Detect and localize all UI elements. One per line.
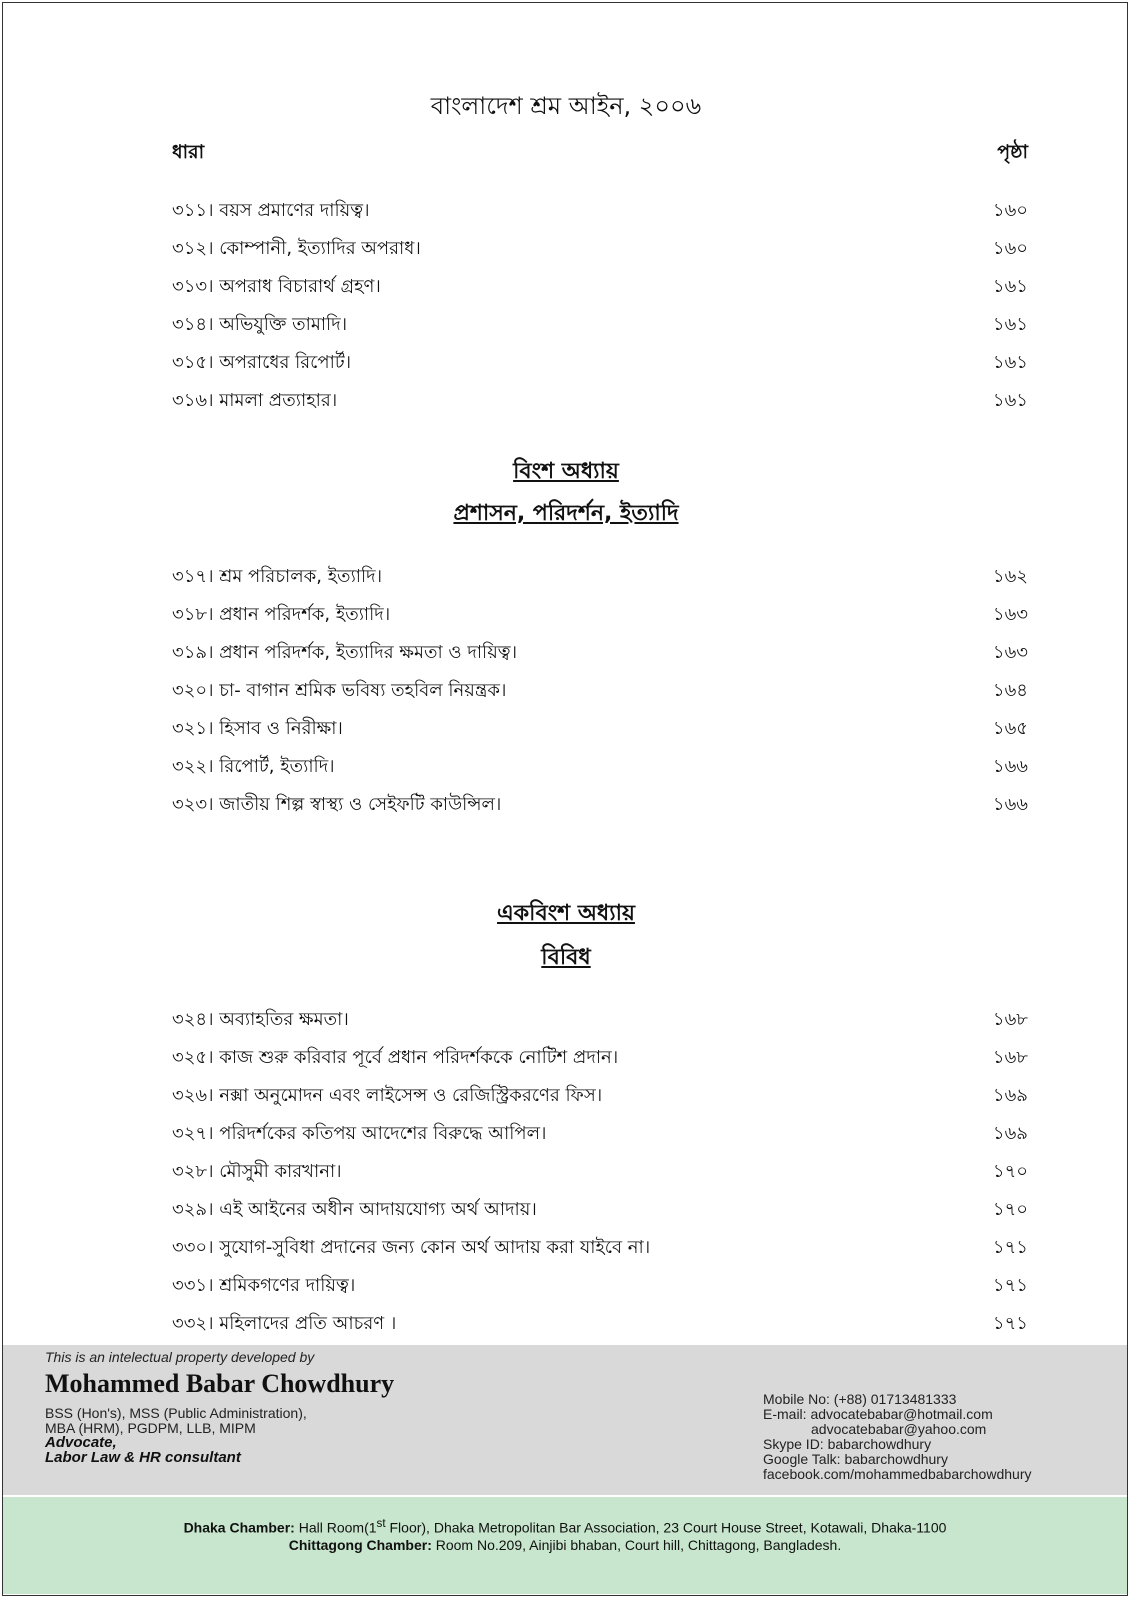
toc-row-page: ১৬১	[992, 352, 1028, 373]
toc-row	[172, 350, 1028, 388]
column-header-section: ধারা	[172, 141, 205, 163]
toc-row-page: ১৬৮	[992, 1009, 1028, 1030]
toc-row-title: ৩২৮। মৌসুমী কারখানা।	[172, 1161, 342, 1182]
toc-row	[172, 678, 1028, 716]
toc-row-page: ১৬১	[992, 390, 1028, 411]
toc-row-title: ৩১৬। মামলা প্রত্যাহার।	[172, 390, 338, 411]
footer-ip-note: This is an intelectual property developed by	[45, 1349, 315, 1365]
footer-role-line-2: Labor Law & HR consultant	[45, 1449, 241, 1466]
toc-row	[172, 1311, 1028, 1349]
chittagong-chamber-address: Room No.209, Ainjibi bhaban, Court hill, Chittagong, Bangladesh.	[435, 1537, 842, 1553]
toc-row-page: ১৬৩	[992, 604, 1028, 625]
toc-row	[172, 274, 1028, 312]
toc-row	[172, 1007, 1028, 1045]
footer-mobile: Mobile No: (+88) 01713481333	[763, 1391, 957, 1407]
toc-row	[172, 198, 1028, 236]
chapter-21-subheading: বিবিধ	[541, 945, 591, 970]
footer-degrees-line-1: BSS (Hon's), MSS (Public Administration),	[45, 1405, 307, 1421]
toc-row-page: ১৭০	[992, 1199, 1028, 1220]
toc-row	[172, 640, 1028, 678]
toc-row-page: ১৬৬	[992, 756, 1028, 777]
toc-row-title: ৩২৬। নক্সা অনুমোদন এবং লাইসেন্স ও রেজিস্ট্রিকরণের ফিস।	[172, 1085, 603, 1106]
toc-row-title: ৩২৩। জাতীয় শিল্প স্বাস্থ্য ও সেইফটি কাউন্সিল।	[172, 794, 502, 815]
toc-row	[172, 1121, 1028, 1159]
footer-chittagong-chamber	[3, 1537, 1127, 1553]
footer-dhaka-chamber	[3, 1517, 1127, 1536]
dhaka-chamber-floor-suffix: st	[376, 1517, 386, 1530]
toc-row-page: ১৬৮	[992, 1047, 1028, 1068]
toc-row-title: ৩১৩। অপরাধ বিচারার্থ গ্রহণ।	[172, 276, 381, 297]
toc-row-title: ৩১৮। প্রধান পরিদর্শক, ইত্যাদি।	[172, 604, 391, 625]
toc-row-title: ৩২০। চা- বাগান শ্রমিক ভবিষ্য তহবিল নিয়ন্ত্রক।	[172, 680, 507, 701]
toc-row	[172, 1235, 1028, 1273]
toc-row-page: ১৬৯	[992, 1085, 1028, 1106]
toc-row-title: ৩২৯। এই আইনের অধীন আদায়যোগ্য অর্থ আদায়।	[172, 1199, 537, 1220]
toc-row	[172, 1045, 1028, 1083]
footer-degrees-line-2: MBA (HRM), PGDPM, LLB, MIPM	[45, 1420, 256, 1436]
toc-row-title: ৩২৪। অব্যাহতির ক্ষমতা।	[172, 1009, 349, 1030]
toc-row-title: ৩২১। হিসাব ও নিরীক্ষা।	[172, 718, 343, 739]
toc-row-page: ১৭০	[992, 1161, 1028, 1182]
footer-role-line-1: Advocate,	[45, 1434, 117, 1451]
toc-row	[172, 564, 1028, 602]
toc-row-title: ৩১৪। অভিযুক্তি তামাদি।	[172, 314, 348, 335]
chittagong-chamber-label: Chittagong Chamber:	[288, 1537, 432, 1553]
toc-row-title: ৩১৯। প্রধান পরিদর্শক, ইত্যাদির ক্ষমতা ও দায়িত্ব।	[172, 642, 518, 663]
toc-row-title: ৩২৫। কাজ শুরু করিবার পূর্বে প্রধান পরিদর্শককে নোটিশ প্রদান।	[172, 1047, 619, 1068]
footer-facebook: facebook.com/mohammedbabarchowdhury	[763, 1466, 1032, 1482]
footer-email-1: E-mail: advocatebabar@hotmail.com	[763, 1406, 993, 1422]
toc-row-page: ১৬০	[992, 200, 1028, 221]
footer-email-2: advocatebabar@yahoo.com	[811, 1421, 987, 1437]
toc-row-title: ৩২২। রিপোর্ট, ইত্যাদি।	[172, 756, 335, 777]
chapter-21-heading: একবিংশ অধ্যায়	[497, 901, 635, 926]
toc-group-2	[172, 564, 1028, 830]
toc-row	[172, 388, 1028, 426]
toc-group-1	[172, 198, 1028, 426]
footer-author-band	[3, 1345, 1127, 1495]
toc-row-page: ১৬০	[992, 238, 1028, 259]
chapter-20-subheading: প্রশাসন, পরিদর্শন, ইত্যাদি	[453, 501, 679, 526]
footer-google-talk: Google Talk: babarchowdhury	[763, 1451, 948, 1467]
toc-row-page: ১৬৬	[992, 794, 1028, 815]
toc-row-page: ১৬৩	[992, 642, 1028, 663]
toc-row	[172, 236, 1028, 274]
column-header-page: পৃষ্ঠা	[997, 141, 1028, 163]
document-title: বাংলাদেশ শ্রম আইন, ২০০৬	[430, 92, 702, 120]
chapter-20-heading: বিংশ অধ্যায়	[513, 459, 619, 484]
toc-row-page: ১৬২	[992, 566, 1028, 587]
toc-row-title: ৩৩০। সুযোগ-সুবিধা প্রদানের জন্য কোন অর্থ আদায় করা যাইবে না।	[172, 1237, 651, 1258]
toc-row-title: ৩২৭। পরিদর্শকের কতিপয় আদেশের বিরুদ্ধে আপিল।	[172, 1123, 547, 1144]
toc-row	[172, 312, 1028, 350]
toc-row-page: ১৬৪	[992, 680, 1028, 701]
footer-author-name: Mohammed Babar Chowdhury	[45, 1369, 395, 1398]
dhaka-chamber-address-end: Floor), Dhaka Metropolitan Bar Association, 23 Court House Street, Kotawali, Dhaka-1100	[389, 1519, 947, 1536]
dhaka-chamber-label: Dhaka Chamber:	[183, 1519, 295, 1536]
toc-row	[172, 792, 1028, 830]
toc-row-title: ৩১১। বয়স প্রমাণের দায়িত্ব।	[172, 200, 370, 221]
toc-row	[172, 1083, 1028, 1121]
toc-row-page: ১৭১	[992, 1237, 1028, 1258]
toc-row	[172, 716, 1028, 754]
toc-row	[172, 1197, 1028, 1235]
toc-group-3	[172, 1007, 1028, 1349]
toc-row-page: ১৭১	[992, 1313, 1028, 1334]
toc-row-page: ১৬৫	[992, 718, 1028, 739]
dhaka-chamber-address-start: Hall Room(1	[298, 1519, 377, 1536]
footer-skype: Skype ID: babarchowdhury	[763, 1436, 932, 1452]
toc-row-page: ১৬১	[992, 276, 1028, 297]
toc-row	[172, 754, 1028, 792]
toc-row	[172, 602, 1028, 640]
toc-row-title: ৩৩১। শ্রমিকগণের দায়িত্ব।	[172, 1275, 356, 1296]
toc-row-page: ১৬৯	[992, 1123, 1028, 1144]
toc-row-title: ৩১৫। অপরাধের রিপোর্ট।	[172, 352, 352, 373]
toc-row-page: ১৭১	[992, 1275, 1028, 1296]
toc-row-title: ৩১৭। শ্রম পরিচালক, ইত্যাদি।	[172, 566, 383, 587]
toc-row-title: ৩১২। কোম্পানী, ইত্যাদির অপরাধ।	[172, 238, 421, 259]
toc-row-title: ৩৩২। মহিলাদের প্রতি আচরণ ।	[172, 1313, 397, 1334]
toc-row	[172, 1273, 1028, 1311]
toc-row-page: ১৬১	[992, 314, 1028, 335]
toc-row	[172, 1159, 1028, 1197]
footer-chamber-band	[3, 1497, 1127, 1594]
